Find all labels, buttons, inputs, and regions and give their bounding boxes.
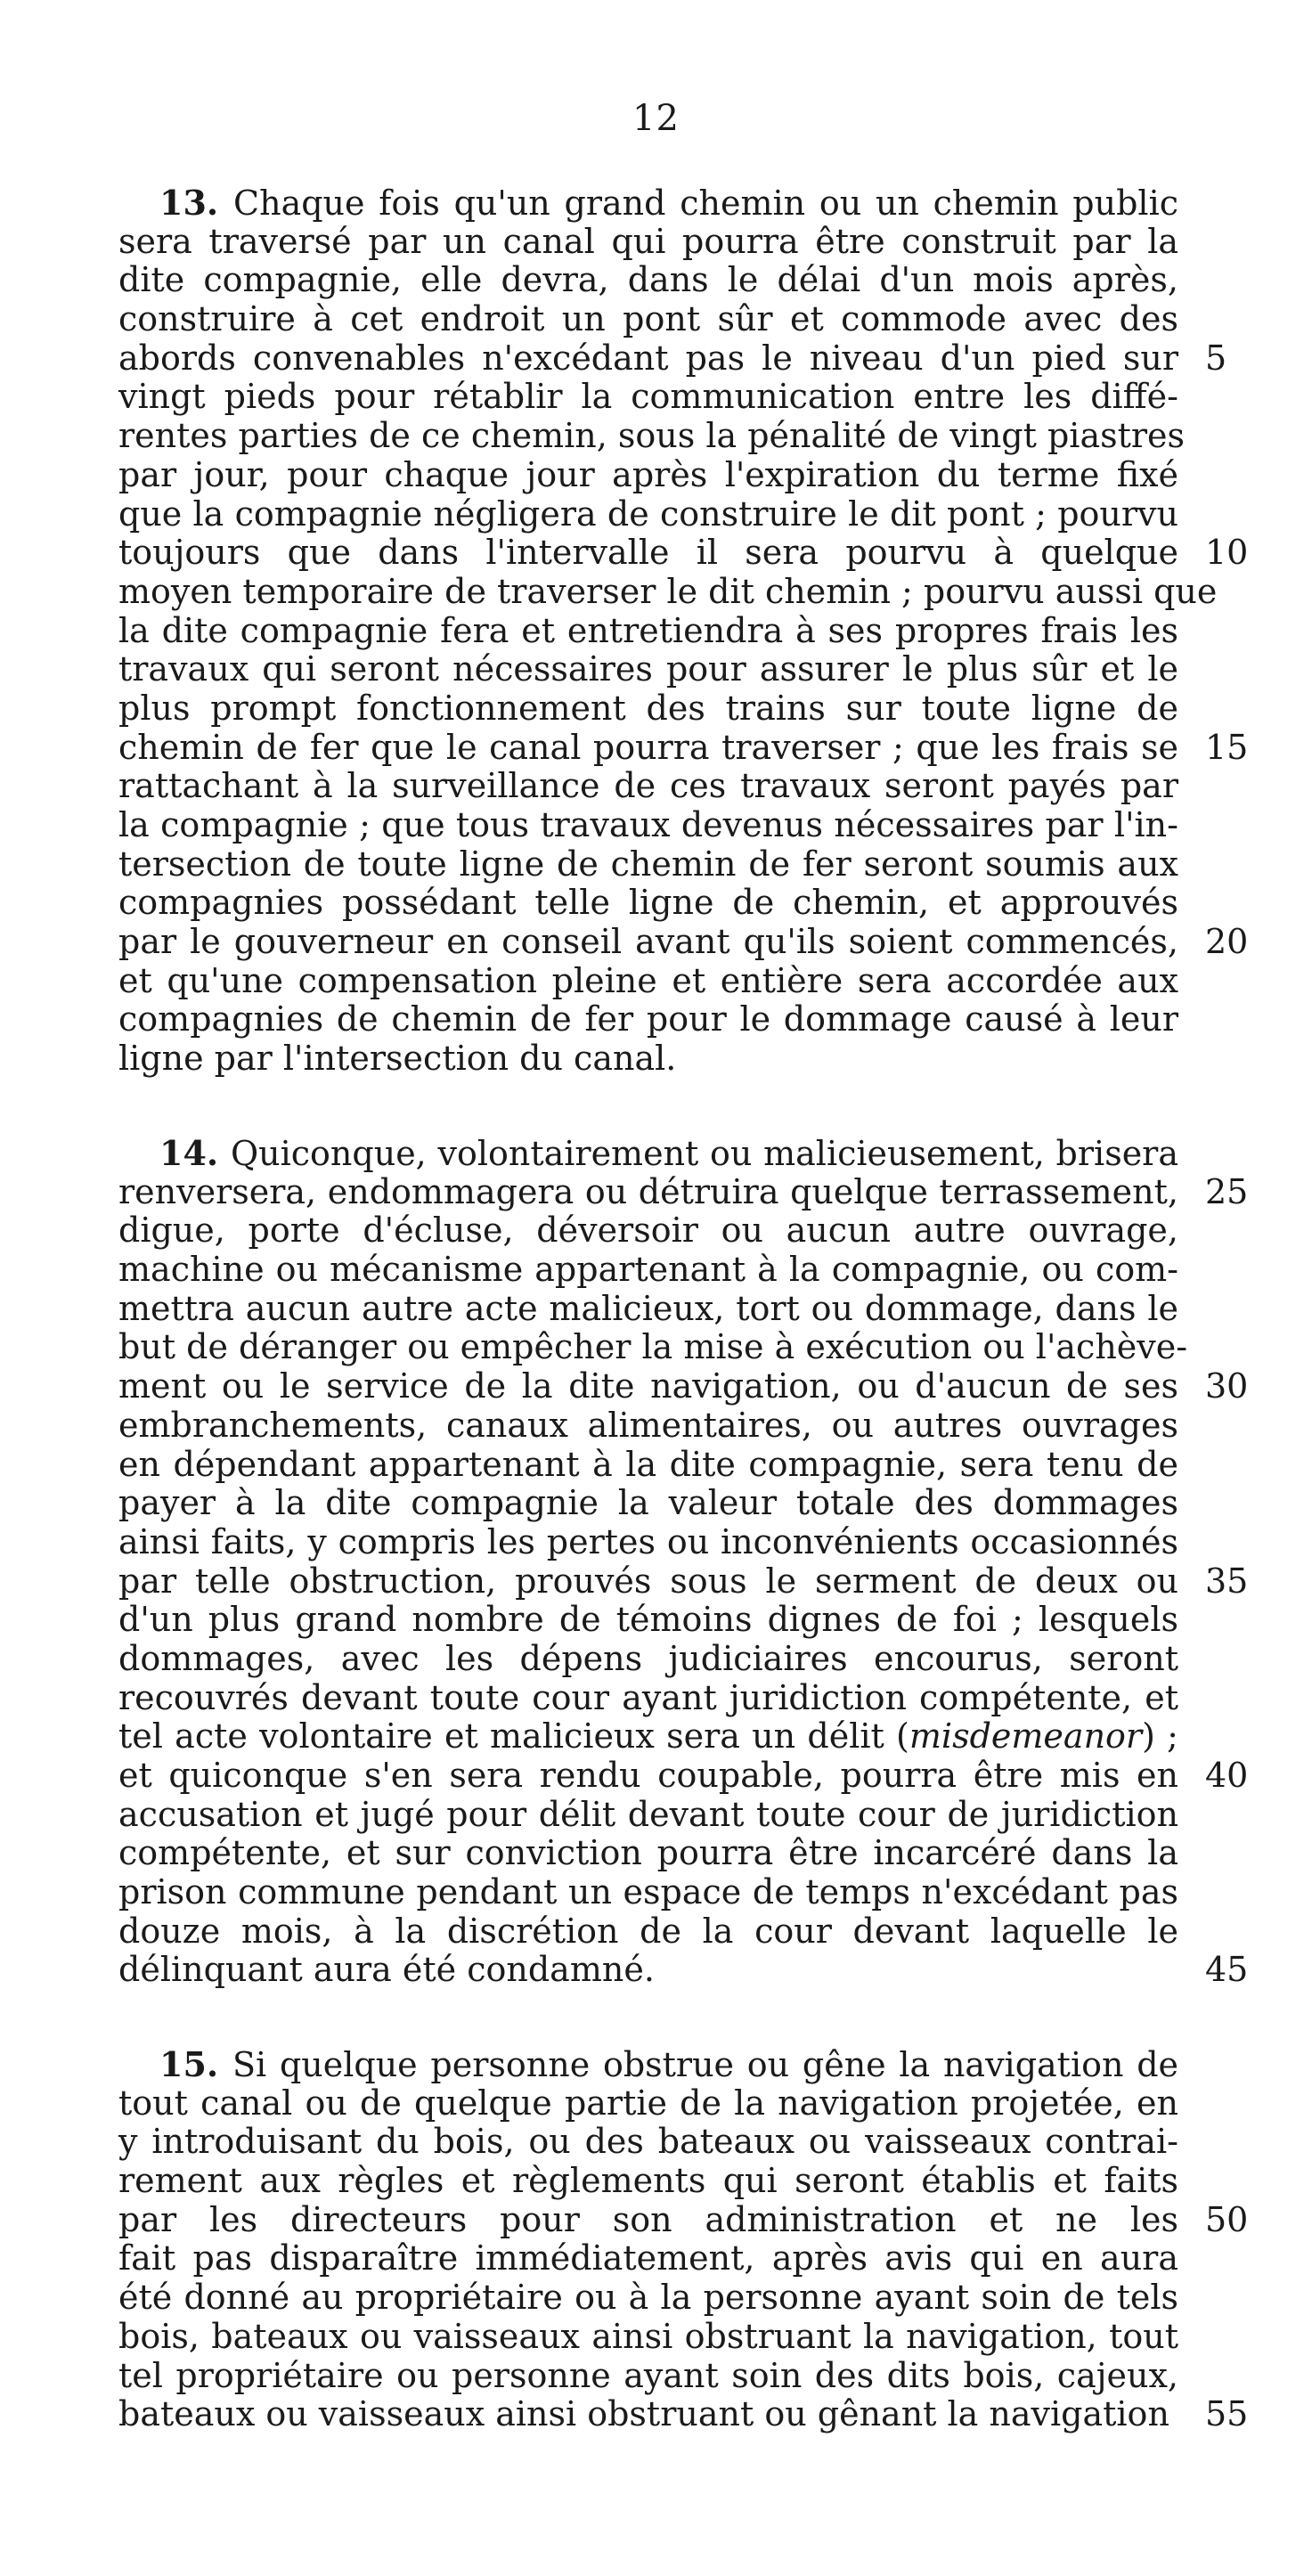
line-text: compagnies de chemin de fer pour le dommage causé à leur — [118, 999, 1178, 1039]
text-line — [118, 1290, 1178, 1329]
line-text: travaux qui seront nécessaires pour assurer le plus sûr et le — [118, 649, 1178, 689]
line-text: et qu'une compensation pleine et entière sera accordée aux — [118, 960, 1178, 1000]
line-text: Chaque fois qu'un grand chemin ou un chemin public — [233, 183, 1178, 223]
line-text: d'un plus grand nombre de témoins dignes de foi ; lesquels — [118, 1600, 1178, 1640]
line-text: par les directeurs pour son administration et ne les — [118, 2199, 1178, 2239]
margin-line-number: 45 — [1205, 1950, 1249, 1990]
line-text: renversera, endommagera ou détruira quelque terrassement, — [118, 1171, 1178, 1211]
text-line — [118, 1561, 1249, 1602]
line-text: vingt pieds pour rétablir la communication entre les diffé- — [118, 377, 1178, 417]
text-line — [118, 2318, 1178, 2357]
text-line — [118, 1366, 1249, 1406]
line-text: par le gouverneur en conseil avant qu'ils soient commencés, — [118, 922, 1178, 962]
text-line — [118, 1796, 1178, 1835]
text-line — [118, 1523, 1178, 1562]
line-text: mettra aucun autre acte malicieux, tort ou dommage, dans le — [118, 1288, 1178, 1328]
text-line — [118, 1000, 1178, 1039]
text-line — [118, 533, 1249, 573]
line-text: Quiconque, volontairement ou malicieusement, brisera — [230, 1134, 1178, 1173]
margin-line-number: 10 — [1205, 533, 1249, 573]
line-text: dite compagnie, elle devra, dans le délai d'un mois après, — [118, 260, 1178, 300]
text-line — [118, 2394, 1249, 2434]
text-line — [118, 689, 1178, 729]
line-text: fait pas disparaître immédiatement, après avis qui en aura — [118, 2238, 1178, 2278]
text-line — [118, 1406, 1178, 1446]
line-text: douze mois, à la discrétion de la cour devant laquelle le — [118, 1911, 1178, 1951]
article-14 — [118, 1133, 1249, 1990]
line-text: recouvrés devant toute cour ayant juridiction compétente, et — [118, 1677, 1178, 1717]
line-text: compagnies possédant telle ligne de chemin, et approuvés — [118, 883, 1178, 923]
line-text: la compagnie ; que tous travaux devenus nécessaires par l'in- — [118, 805, 1178, 844]
text-line — [118, 1873, 1178, 1912]
line-text: été donné au propriétaire ou à la personne ayant soin de tels — [118, 2278, 1178, 2318]
margin-line-number: 55 — [1205, 2394, 1249, 2434]
article-13 — [118, 183, 1249, 1079]
text-line — [118, 1756, 1249, 1796]
text-line — [118, 845, 1178, 884]
text-line — [118, 378, 1178, 417]
line-text: rattachant à la surveillance de ces travaux seront payés par — [118, 766, 1178, 806]
text-line — [118, 338, 1227, 379]
text-line — [118, 1484, 1178, 1523]
line-text: construire à cet endroit un pont sûr et commode avec des — [118, 299, 1178, 339]
text-line — [118, 2123, 1178, 2162]
margin-line-number: 20 — [1205, 922, 1249, 962]
text-line — [118, 1039, 1178, 1079]
line-text: bois, bateaux ou vaisseaux ainsi obstruant la navigation, tout — [118, 2316, 1178, 2356]
text-line — [118, 456, 1178, 495]
text-line — [118, 1640, 1178, 1679]
text-line — [118, 223, 1178, 262]
text-line — [118, 727, 1249, 768]
line-text: machine ou mécanisme appartenant à la compagnie, ou com- — [118, 1250, 1178, 1290]
line-text: prison commune pendant un espace de temps n'excédant pas — [118, 1872, 1178, 1912]
text-line — [118, 922, 1249, 962]
line-text: rement aux règles et règlements qui seront établis et faits — [118, 2161, 1178, 2201]
text-line — [118, 1950, 1249, 1990]
line-text: but de déranger ou empêcher la mise à exécution ou l'achève- — [118, 1327, 1188, 1367]
text-line — [118, 183, 1178, 223]
text-line — [118, 1211, 1178, 1251]
line-text: tersection de toute ligne de chemin de fer seront soumis aux — [118, 844, 1178, 884]
line-text: tel acte volontaire et malicieux sera un délit (misdemeanor) ; — [118, 1716, 1178, 1757]
text-line — [118, 2239, 1178, 2278]
margin-line-number: 35 — [1205, 1561, 1249, 1601]
line-text: ligne par l'intersection du canal. — [118, 1039, 677, 1079]
line-text: sera traversé par un canal qui pourra être construit par la — [118, 221, 1178, 261]
line-text: en dépendant appartenant à la dite compagnie, sera tenu de — [118, 1444, 1178, 1484]
margin-line-number: 30 — [1205, 1366, 1249, 1406]
line-text: ment ou le service de la dite navigation, ou d'aucun de ses — [118, 1366, 1178, 1406]
text-line — [118, 650, 1178, 689]
text-line — [118, 1134, 1178, 1173]
line-text: délinquant aura été condamné. — [118, 1950, 655, 1990]
text-line — [118, 495, 1178, 534]
text-line — [118, 1912, 1178, 1952]
text-line — [118, 806, 1178, 845]
page-number: 12 — [632, 98, 680, 139]
line-text: que la compagnie négligera de construire le dit pont ; pourvu — [118, 493, 1178, 534]
text-line — [118, 261, 1178, 300]
text-line — [118, 1601, 1178, 1640]
line-text: tel propriétaire ou personne ayant soin des dits bois, cajeux, — [118, 2355, 1178, 2395]
line-text: ainsi faits, y compris les pertes ou inconvénients occasionnés — [118, 1521, 1178, 1561]
line-text: embranchements, canaux alimentaires, ou autres ouvrages — [118, 1405, 1178, 1445]
text-line — [118, 2278, 1178, 2318]
line-text: payer à la dite compagnie la valeur totale des dommages — [118, 1483, 1178, 1523]
margin-line-number: 25 — [1205, 1171, 1249, 1211]
margin-line-number: 15 — [1205, 727, 1249, 767]
text-line — [118, 1251, 1178, 1290]
text-line — [118, 2357, 1178, 2396]
line-text: moyen temporaire de traverser le dit chemin ; pourvu aussi que — [118, 571, 1218, 611]
article-number: 14. — [159, 1133, 231, 1173]
text-line — [118, 884, 1178, 923]
text-line — [118, 1679, 1178, 1718]
line-text: bateaux ou vaisseaux ainsi obstruant ou gênant la navigation — [118, 2394, 1169, 2434]
margin-line-number: 5 — [1205, 338, 1227, 378]
line-text: toujours que dans l'intervalle il sera pourvu à quelque — [118, 533, 1178, 573]
article-number: 15. — [159, 2044, 233, 2084]
text-line — [118, 1171, 1249, 1212]
line-text: tout canal ou de quelque partie de la navigation projetée, en — [118, 2083, 1178, 2123]
text-line — [118, 2162, 1178, 2201]
margin-line-number: 50 — [1205, 2199, 1249, 2239]
line-text: y introduisant du bois, ou des bateaux ou vaisseaux contrai- — [118, 2122, 1178, 2162]
article-15 — [118, 2044, 1249, 2434]
line-text: dommages, avec les dépens judiciaires encourus, seront — [118, 1638, 1178, 1678]
line-text: Si quelque personne obstrue ou gêne la navigation de — [232, 2045, 1179, 2084]
line-text: compétente, et sur conviction pourra être incarcéré dans la — [118, 1833, 1178, 1873]
line-text: plus prompt fonctionnement des trains sur toute ligne de — [118, 688, 1178, 728]
text-line — [118, 1446, 1178, 1485]
text-line — [118, 2084, 1178, 2124]
text-line — [118, 1834, 1178, 1873]
line-text: par telle obstruction, prouvés sous le serment de deux ou — [118, 1561, 1178, 1601]
line-text: et quiconque s'en sera rendu coupable, pourra être mis en — [118, 1756, 1178, 1795]
margin-line-number: 40 — [1205, 1756, 1249, 1795]
text-line — [118, 612, 1178, 651]
text-line — [118, 1717, 1178, 1757]
text-line — [118, 962, 1178, 1001]
line-text: chemin de fer que le canal pourra traverser ; que les frais se — [118, 727, 1178, 767]
line-text: abords convenables n'excédant pas le niveau d'un pied sur — [118, 338, 1178, 378]
text-line — [118, 300, 1178, 339]
line-text: accusation et jugé pour délit devant toute cour de juridiction — [118, 1794, 1178, 1834]
text-line — [118, 1327, 1188, 1367]
line-text: digue, porte d'écluse, déversoir ou aucun autre ouvrage, — [118, 1211, 1178, 1251]
text-line — [118, 416, 1186, 456]
text-line — [118, 2045, 1178, 2084]
text-line — [118, 571, 1218, 612]
line-text: la dite compagnie fera et entretiendra à ses propres frais les — [118, 610, 1178, 650]
text-line — [118, 767, 1178, 806]
line-text: par jour, pour chaque jour après l'expiration du terme fixé — [118, 454, 1178, 494]
line-text: rentes parties de ce chemin, sous la pénalité de vingt piastres — [118, 416, 1186, 456]
text-line — [118, 2199, 1249, 2240]
article-number: 13. — [159, 183, 234, 223]
